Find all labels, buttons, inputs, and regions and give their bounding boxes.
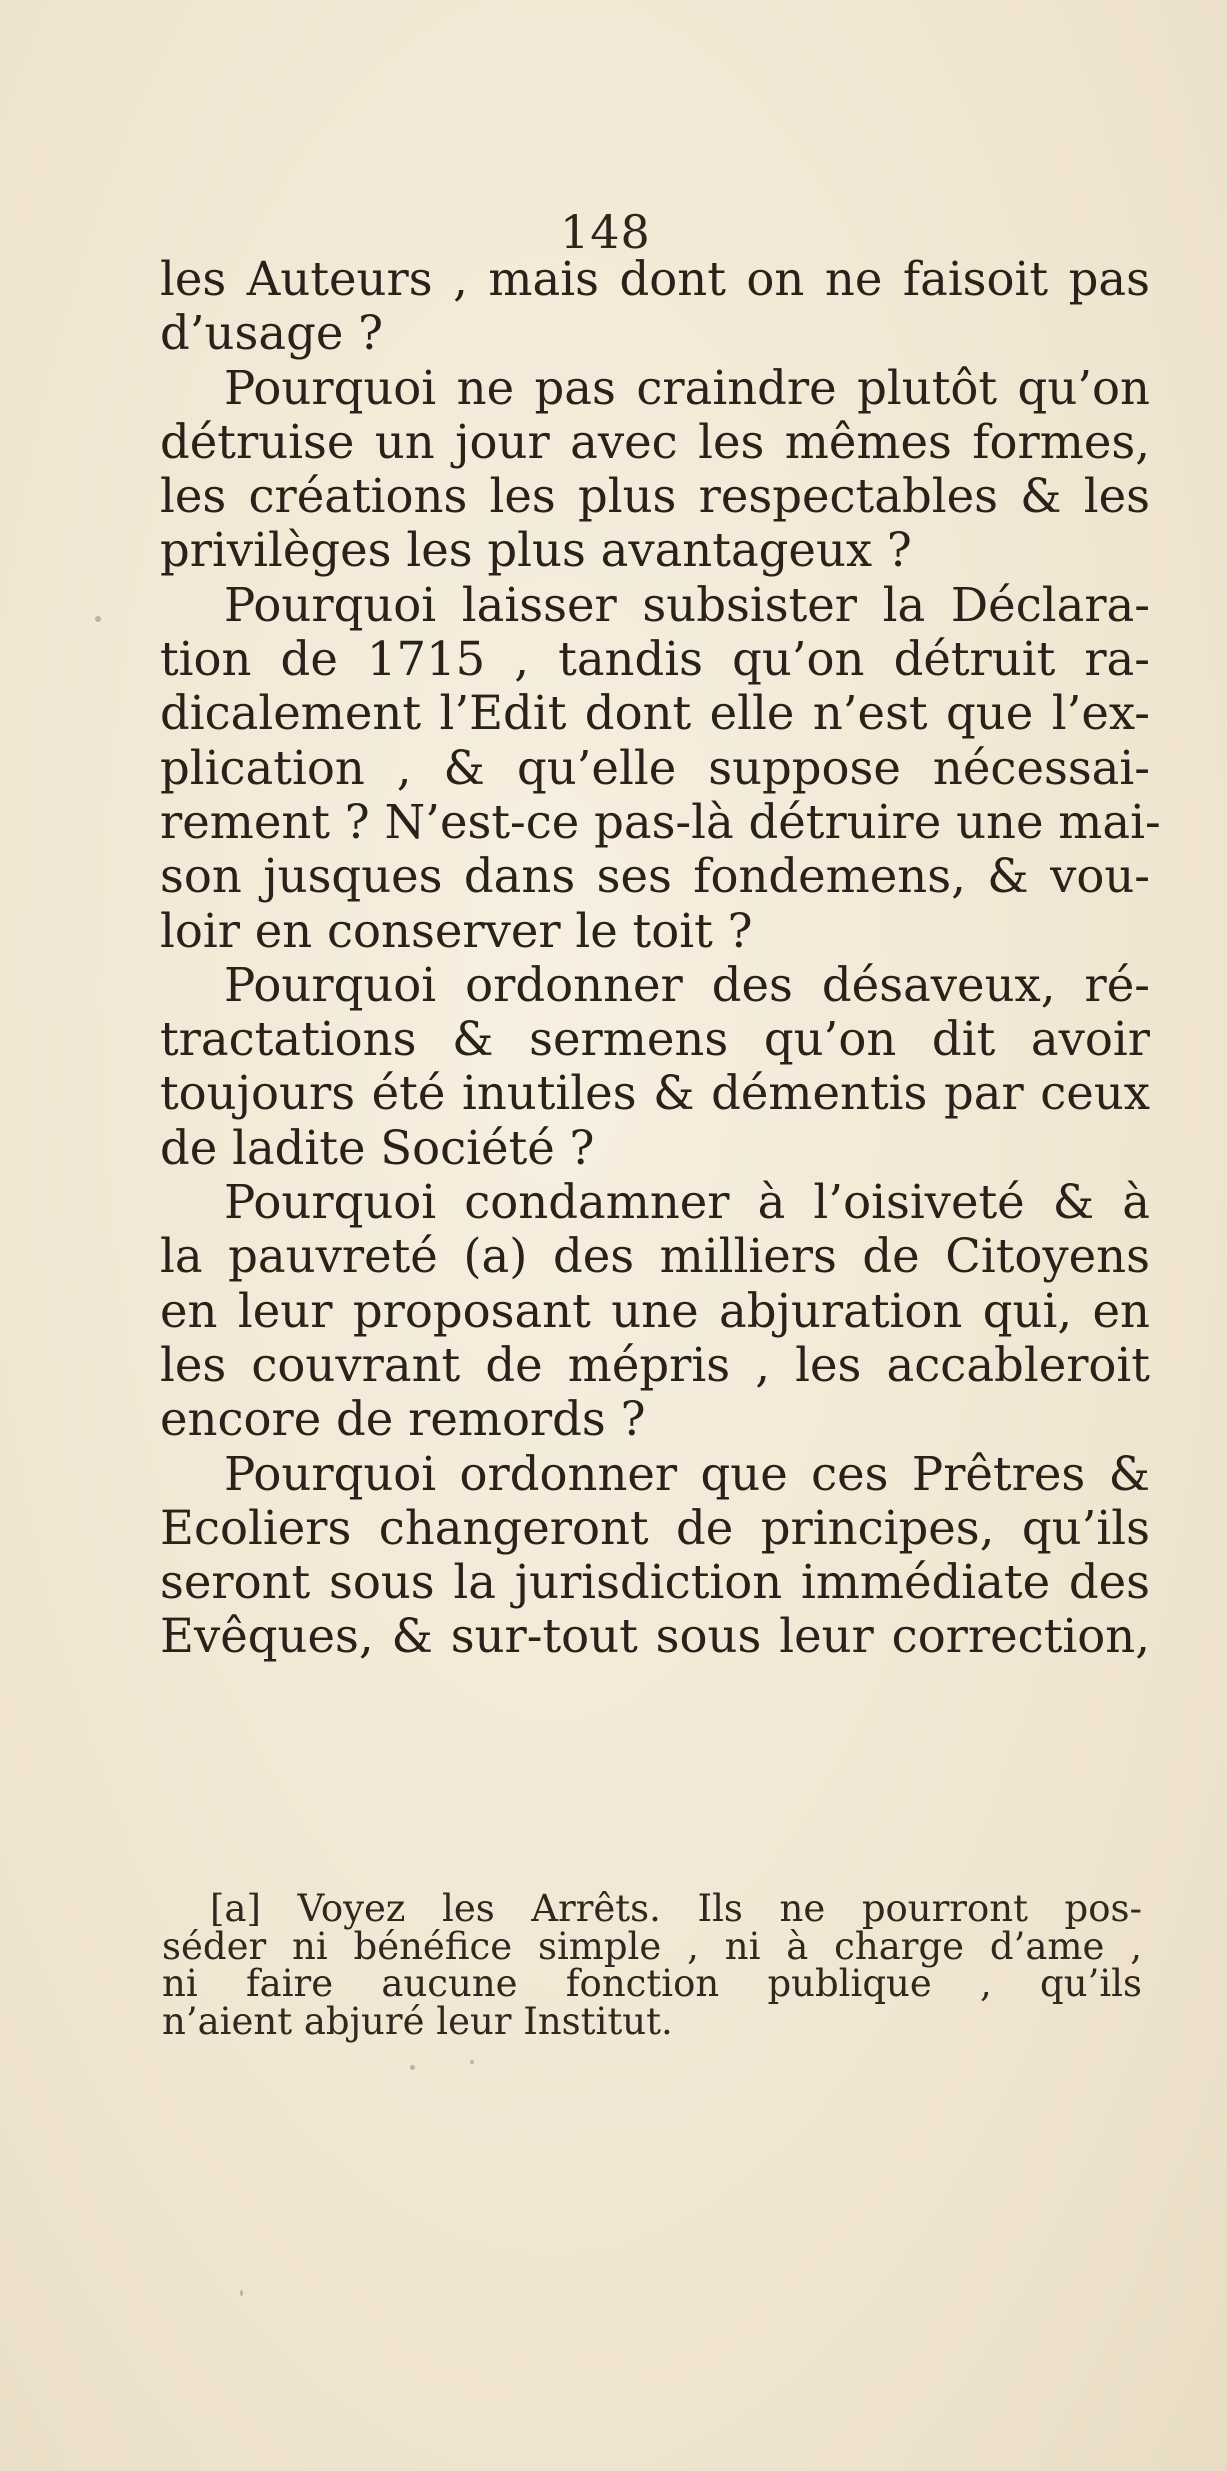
text-line: tractations & sermens qu’on dit avoir	[160, 1012, 1150, 1067]
text-line: Pourquoi ordonner des désaveux, ré-	[224, 957, 1150, 1012]
text-line: la pauvreté (a) des milliers de Citoyens	[160, 1229, 1150, 1284]
text-line: plication , & qu’elle suppose nécessai-	[160, 740, 1150, 795]
text-line: tion de 1715 , tandis qu’on détruit ra-	[160, 632, 1150, 687]
footnote-line: n’aient abjuré leur Institut.	[162, 1999, 673, 2043]
footnote-line: séder ni bénéfice simple , ni à charge d’ame ,	[162, 1924, 1142, 1968]
text-line: dicalement l’Edit dont elle n’est que l’ex-	[160, 686, 1150, 741]
footnote-line: [a] Voyez les Arrêts. Ils ne pourront pos-	[210, 1887, 1142, 1930]
text-line: détruise un jour avec les mêmes formes,	[160, 414, 1150, 469]
text-line: Ecoliers changeront de principes, qu’ils	[160, 1500, 1150, 1555]
footnote	[162, 1887, 1142, 2043]
paper-speck	[240, 2290, 243, 2296]
body-text	[160, 252, 1161, 1664]
text-line: Pourquoi ne pas craindre plutôt qu’on	[224, 360, 1150, 415]
text-line: loir en conserver le toit ?	[160, 903, 753, 958]
text-line: Pourquoi condamner à l’oisiveté & à	[224, 1175, 1150, 1230]
text-line: les couvrant de mépris , les accableroit	[160, 1337, 1150, 1392]
text-line: les Auteurs , mais dont on ne faisoit pas	[160, 252, 1150, 306]
text-line: Pourquoi laisser subsister la Déclara-	[224, 577, 1150, 632]
text-line: encore de remords ?	[160, 1392, 646, 1447]
text-line: rement ? N’est-ce pas-là détruire une mai-	[160, 794, 1161, 849]
text-line: les créations les plus respectables & les	[160, 469, 1150, 524]
text-line: seront sous la jurisdiction immédiate des	[160, 1555, 1150, 1610]
page-number: 148	[560, 205, 651, 259]
text-line: Pourquoi ordonner que ces Prêtres &	[224, 1446, 1150, 1501]
paper-speck	[410, 2065, 415, 2070]
footnote-line: ni faire aucune fonction publique , qu’ils	[162, 1962, 1142, 2005]
text-line: de ladite Société ?	[160, 1120, 595, 1175]
text-line: son jusques dans ses fondemens, & vou-	[160, 849, 1150, 904]
text-line: Evêques, & sur-tout sous leur correction,	[160, 1609, 1150, 1664]
text-line: en leur proposant une abjuration qui, en	[160, 1283, 1150, 1338]
paper-speck	[470, 2060, 474, 2064]
text-line: toujours été inutiles & démentis par ceux	[160, 1066, 1150, 1121]
text-line: privilèges les plus avantageux ?	[160, 523, 912, 578]
paper-speck	[95, 616, 101, 622]
text-line: d’usage ?	[160, 306, 384, 361]
